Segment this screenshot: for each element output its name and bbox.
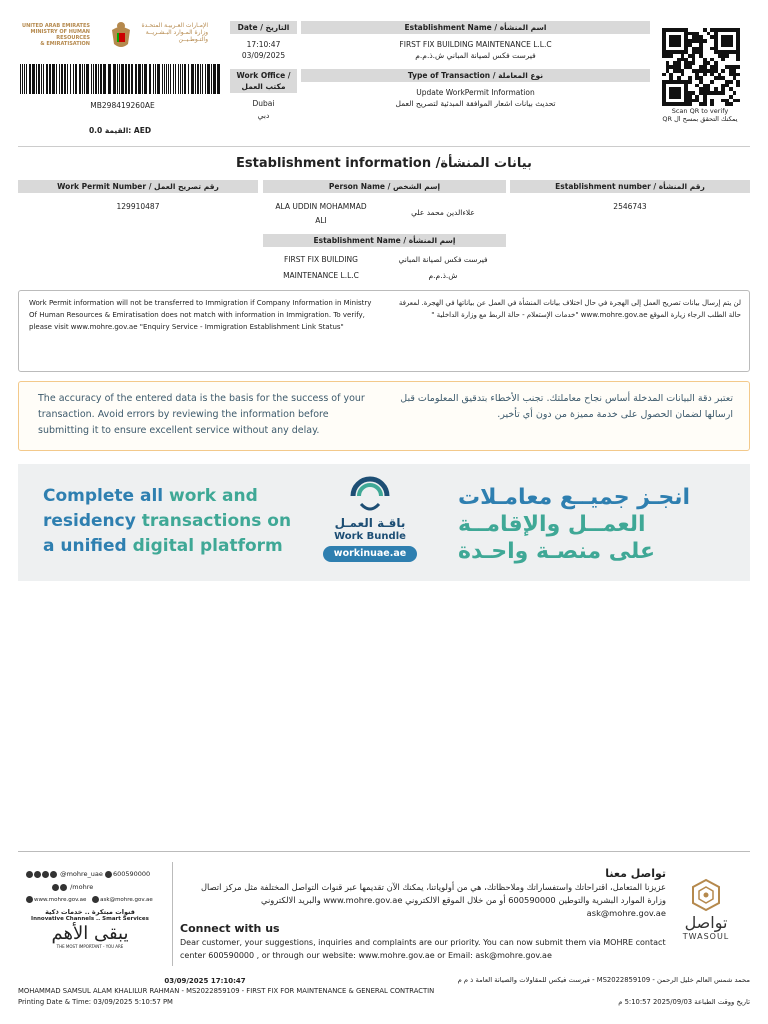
transaction-type-en-value: Update WorkPermit Information: [416, 88, 535, 97]
channels-en: Innovative Channels .. Smart Services: [31, 916, 149, 922]
warning-en: The accuracy of the entered data is the basis for the success of your transaction. Avoid errors by reviewing the information before submitting it to ensure excellent service without any delay.: [38, 393, 365, 436]
footer-contacts-block: [26, 870, 168, 964]
footer-phone[interactable]: 600590000: [112, 870, 151, 878]
verification-qr-code[interactable]: [662, 28, 740, 106]
est-name-header: Establishment Name / اسم المنشأة: [301, 21, 650, 34]
banner-text-en: Complete all work and residency transactions on a unified digital platform: [43, 486, 292, 556]
twasoul-logo: [676, 878, 736, 958]
slogan-en: THE MOST IMPORTANT - YOU ARE: [56, 944, 124, 949]
barcode-gap: [220, 64, 221, 94]
work-bundle-banner[interactable]: [18, 464, 750, 581]
social-row: [26, 870, 168, 879]
transaction-type-header: Type of Transaction / نوع المعاملة: [301, 69, 650, 82]
logo-en: Work Bundle: [334, 531, 406, 542]
youtube-icon[interactable]: [50, 871, 57, 878]
contact-title-ar: تواصل معنا: [605, 867, 666, 880]
establishment-name-ar: فيرست فكس لصيانة المباني ش.ذ.م.م: [398, 255, 488, 280]
date-value: 03/09/2025: [241, 51, 286, 60]
header-divider: [18, 146, 750, 147]
mohre-handle[interactable]: /mohre: [70, 883, 94, 891]
twasoul-icon: [690, 878, 722, 912]
work-permit-header: Work Permit Number / رقم تصريح العمل: [18, 180, 258, 193]
snapchat-icon[interactable]: [60, 884, 67, 891]
slogan-ar: يبقى الأهم: [51, 923, 129, 944]
stamp-line-ar: محمد شمس العالم خليل الرحمن - MS2022859109 - فيرست فيكس للمقاولات والصيانة العامة ذ م م: [457, 976, 750, 984]
notice-en: Work Permit information will not be transferred to Immigration if Company Information in Ministry Of Human Resources & Emiratisation does not match with information in Immigration. To verify, please visit www.mohre.gov.ae "Enquiry Service - Immigration Establishment Link Status": [29, 299, 372, 331]
footer-email-small[interactable]: ask@mohre.gov.ae: [100, 897, 153, 903]
globe-icon: [26, 896, 33, 903]
person-name-header: Person Name / إسم الشخص: [263, 180, 506, 193]
establishment-section-title: Establishment information /بيانات المنشأة: [236, 156, 532, 171]
person-name-ar: علاءالدين محمد علي: [411, 208, 475, 217]
est-name-ar-value: فيرست فكس لصيانة المباني ش.ذ.م.م: [415, 51, 536, 60]
twasoul-ar: تواصل: [684, 913, 728, 932]
banner-text-ar: انجـز جميــع معامـلات العمــل والإقامــة على منصـة واحـدة: [458, 485, 691, 564]
social-handle[interactable]: @mohre_uae: [60, 870, 103, 878]
warning-ar: تعتبر دقة البيانات المدخلة أساس نجاح معاملتك. تجنب الأخطاء بتدقيق المعلومات قبل ارسالها لضمان الحصول على خدمة مميزة من دون أي تأخير.: [400, 393, 733, 420]
amount-label: 0.0 القيمة: AED: [88, 126, 152, 135]
work-office-header: Work Office / مكتب العمل: [230, 69, 297, 93]
establishment-number: 2546743: [613, 202, 647, 211]
qr-module: [736, 102, 740, 106]
ministry-logo-block: [18, 20, 208, 56]
data-accuracy-warning-box: [18, 381, 750, 451]
twitter-icon[interactable]: [34, 871, 41, 878]
person-name-en: ALA UDDIN MOHAMMAD ALI: [275, 202, 367, 225]
printing-datetime-en: Printing Date & Time: 03/09/2025 5:10:57 PM: [18, 998, 173, 1006]
transaction-type-ar-value: تحديث بيانات اشعار الموافقة المبدئية لتصريح العمل: [395, 99, 556, 108]
instagram-icon[interactable]: [42, 871, 49, 878]
immigration-notice-box: [18, 290, 750, 372]
barcode-number: MB298419260AE: [90, 101, 155, 110]
office-en-value: Dubai: [252, 99, 275, 108]
contact-title-en: Connect with us: [180, 922, 280, 935]
notice-ar: لن يتم إرسال بيانات تصريح العمل إلى الهجرة في حال اختلاف بيانات المنشأة في العمل عن بياناتها في الهجرة. لمعرفة حالة الطلب الرجاء زيارة الموقع www.mohre.gov.ae "خدمات الإستعلام - حالة الربط مع وزارة الداخلية ": [398, 299, 741, 319]
logo-ar: باقـة العمـل: [334, 516, 406, 530]
establishment-name-en: FIRST FIX BUILDING MAINTENANCE L.L.C: [283, 255, 359, 280]
email-icon: [92, 896, 99, 903]
work-bundle-icon: [347, 474, 393, 514]
facebook-icon[interactable]: [26, 871, 33, 878]
workinuae-link[interactable]: workinuae.ae: [323, 546, 417, 562]
work-bundle-logo: [320, 472, 420, 576]
barcode: [20, 64, 225, 94]
stamp-datetime: 03/09/2025 17:10:47: [164, 977, 246, 985]
qr-caption-ar: يمكنك التحقق بمسح ال QR: [662, 115, 738, 123]
uae-emblem-icon: [110, 20, 132, 52]
mohre-row: [26, 883, 168, 892]
contact-text-ar: عزيزنا المتعامل، اقتراحاتك واستفساراتك وملاحظاتك، هي من أولوياتنا، يمكنك الآن تقديمها عبر قنوات التواصل المختلفة مثل مركز اتصال وزارة الموارد البشرية والتوطين 600590000 أو من خلال الموقع الالكتروني www.mohre.gov.ae والبريد الالكتروني ask@mohre.gov.ae: [201, 882, 666, 918]
establishment-number-header: Establishment number / رقم المنشأة: [510, 180, 750, 193]
establishment-name-header: Establishment Name / إسم المنشأة: [263, 234, 506, 247]
date-header: Date / التاريخ: [230, 21, 297, 34]
ministry-name-en: UNITED ARAB EMIRATES MINISTRY OF HUMAN RESOURCES & EMIRATISATION: [22, 23, 90, 47]
web-email-row: [26, 896, 168, 905]
footer-website-small[interactable]: www.mohre.gov.ae: [34, 897, 87, 903]
work-permit-number: 129910487: [116, 202, 160, 211]
linkedin-icon[interactable]: [52, 884, 59, 891]
footer-divider: [18, 851, 750, 852]
footer-vertical-divider: [172, 862, 173, 966]
office-ar-value: دبي: [257, 111, 270, 120]
channels-ar: قنوات مبتكرة .. خدمات ذكية: [45, 908, 135, 916]
twasoul-en: TWASOUL: [682, 932, 730, 941]
phone-icon: [105, 871, 112, 878]
ministry-name-ar: الإمـارات العـربيـة المتحـدة وزارة المـوارد البـشـريــة والتـوطـيــن: [141, 22, 208, 43]
contact-text-en: Dear customer, your suggestions, inquiries and complaints are our priority. You can now submit them via MOHRE contact center 600590000 , or through our website: www.mohre.gov.ae or Email: ask@mohre.gov.ae: [180, 938, 666, 960]
time-value: 17:10:47: [246, 40, 281, 49]
stamp-line-en: MOHAMMAD SAMSUL ALAM KHALILUR RAHMAN - MS2022859109 - FIRST FIX FOR MAINTENANCE & GENERAL CONTRACTIN: [18, 987, 435, 995]
qr-caption-en: Scan QR to verify: [671, 107, 729, 115]
printing-datetime-ar: تاريخ ووقت الطباعة 2025/09/03 5:10:57 م: [618, 998, 750, 1006]
est-name-en-value: FIRST FIX BUILDING MAINTENANCE L.L.C: [399, 40, 552, 49]
